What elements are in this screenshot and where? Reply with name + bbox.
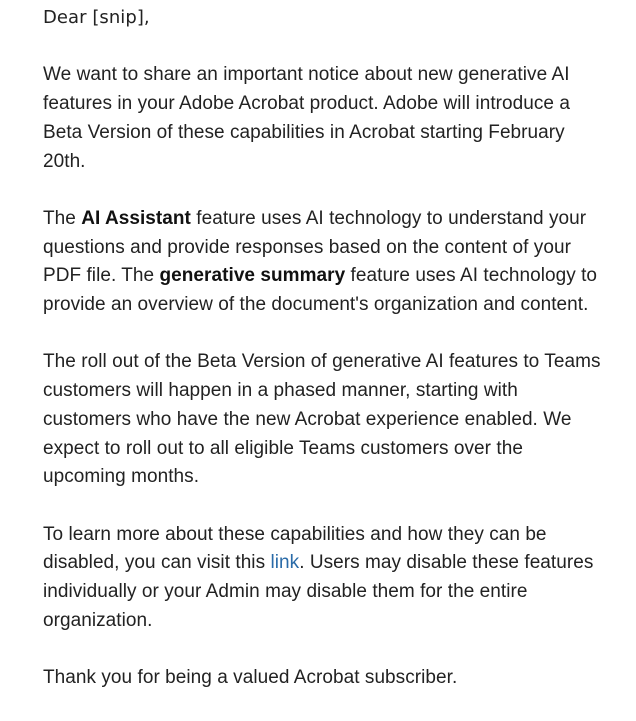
paragraph-rollout: The roll out of the Beta Version of generative AI features to Teams customers will happen in a phased manner, starting with customers who have the new Acrobat experience enabled. We expect to roll out to all eligible Teams customers over the upcoming months. [43,351,601,488]
greeting: Dear [snip], [43,7,150,28]
closing-line: Thank you for being a valued Acrobat subscriber. [43,667,458,689]
paragraph-beta-notice: We want to share an important notice about new generative AI features in your Adobe Acrobat product. Adobe will introduce a Beta Version of these capabilities in Acrobat starting February 20th. [43,64,570,172]
paragraph-features-middle: feature uses AI technology to understand your questions and provide responses based on the content of your PDF file. The [43,207,587,287]
paragraph-features-prefix: The [43,207,82,229]
paragraph-learn-more [43,521,603,636]
paragraph-features [43,205,603,320]
learn-more-link[interactable]: link [270,552,300,574]
paragraph-learn-more-suffix: . Users may disable these features individually or your Admin may disable them for the entire organization. [43,552,594,631]
paragraph-features-suffix: feature uses AI technology to provide an overview of the document's organization and content. [43,265,598,315]
generative-summary-term: generative summary [159,265,346,287]
ai-assistant-term: AI Assistant [81,207,191,229]
paragraph-learn-more-prefix: To learn more about these capabilities and how they can be disabled, you can visit this [43,523,547,574]
email-body [43,4,603,721]
